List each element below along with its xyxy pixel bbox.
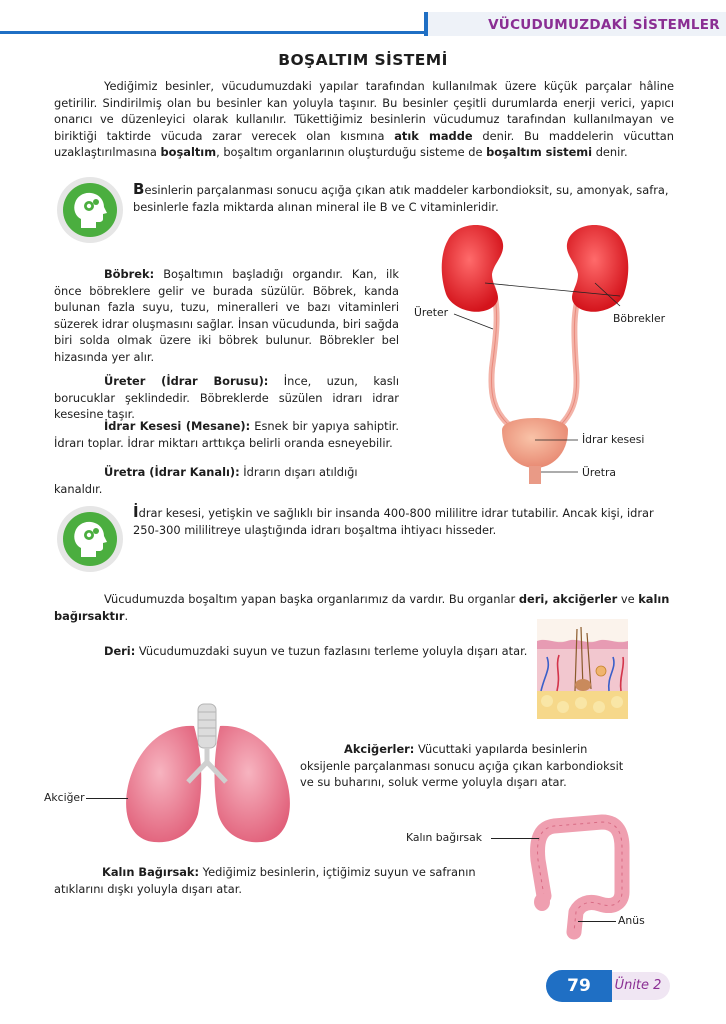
page-number: 79 [567,976,591,996]
label-idrar-kesesi: İdrar kesesi [582,433,645,446]
kalin-bagirsak-title: Kalın Bağırsak: [102,865,200,879]
ureter-title: Üreter (İdrar Borusu): [104,374,269,388]
skin-illustration [537,619,628,719]
info-box-2-text [133,504,673,538]
lungs-illustration [118,702,298,850]
intro-text-4: denir. [592,145,628,160]
label-ureter: Üreter [414,306,449,319]
urinary-system-diagram [410,218,690,488]
label-anus: Anüs [618,914,645,927]
brain-info-icon [56,176,124,244]
idrar-kesesi-title: İdrar Kesesi (Mesane): [104,419,251,433]
kalin-bagirsak-leader-line [491,838,539,839]
uretra-description [54,464,399,497]
label-uretra: Üretra [582,466,617,479]
uretra-text: İdrarın dışarı atıldığı kanaldır. [54,465,358,496]
other-text-1: Vücudumuzda boşaltım yapan başka organlarımız da vardır. Bu organlar [104,592,519,606]
idrar-kesesi-text: Esnek bir yapıya sahiptir. İdrarı toplar. İdrar miktarı arttıkça belirli oranda esneyebilir. [54,419,399,450]
akciger-description [300,741,625,791]
label-kalin-bagirsak: Kalın bağırsak [406,831,483,844]
ureter-text: İnce, uzun, kaslı borucuklar şeklindedir. Böbreklerde süzülen idrarı idrar kesesine taşır. [54,374,400,422]
intro-bold-bosaltim: boşaltım [160,145,217,160]
bobrek-description [54,266,399,366]
intro-bold-bosaltim-sistemi: boşaltım sistemi [486,145,593,160]
page-footer [546,970,670,1002]
other-bold-2: kalın bağırsaktır [54,592,670,623]
bobrek-text: Boşaltımın başladığı organdır. Kan, ilk önce böbreklere gelir ve burada süzülür. Böbrek, kanda bulunan fazla suyu, tuzu, mineralleri ve bazı vitaminleri süzerek idrar oluşmasını sağlar. İnsan vücudunda, biri sağda biri solda olmak üzere iki böbrek bulunur. Böbrekler bel hizasında yer alır. [54,267,399,364]
ureter-description [54,373,399,423]
uretra-title: Üretra (İdrar Kanalı): [104,465,240,479]
bobrek-title: Böbrek: [104,267,155,281]
deri-title: Deri: [104,644,136,658]
intro-text-2: denir. Bu maddelerin vücuttan uzaklaştırılmasına [54,128,674,160]
intro-paragraph [54,78,674,161]
brain-info-icon [56,505,124,573]
label-akciger: Akciğer [44,791,85,804]
info-box-1-text [133,181,673,215]
intro-bold-atik-madde: atık madde [394,128,473,143]
other-text-2: ve [617,592,639,606]
header-rule [0,31,450,34]
deri-text: Vücudumuzdaki suyun ve tuzun fazlasını terleme yoluyla dışarı atar. [135,644,528,658]
kalin-bagirsak-text: Yediğimiz besinlerin, içtiğimiz suyun ve safranın atıklarını dışkı yoluyla dışarı atar. [54,865,476,896]
info-box-1-body: esinlerin parçalanması sonucu açığa çıkan atık maddeler karbondioksit, su, amonyak, safra, besinlerle fazla miktarda alınan mineral ile B ve C vitaminleridir. [133,183,669,214]
akciger-leader-line [86,798,128,799]
label-bobrekler: Böbrekler [613,312,666,325]
info-box-2-body: drar kesesi, yetişkin ve sağlıklı bir insanda 400-800 mililitre idrar tutabilir. Ancak kişi, idrar 250-300 mililitreye ulaştığında idrarı boşaltma ihtiyacı hisseder. [133,506,654,537]
other-bold-1: deri, akciğerler [518,592,618,606]
deri-description [104,643,534,660]
anus-leader-line [578,921,616,922]
akciger-text: Vücuttaki yapılarda besinlerin oksijenle parçalanması sonucu açığa çıkan karbondioksit ve su buharını, soluk verme yoluyla dışarı atar. [300,742,624,790]
intro-text-3: , boşaltım organlarının oluşturduğu sisteme de [216,145,487,160]
page-title: BOŞALTIM SİSTEMİ [278,51,448,69]
unit-label: Ünite 2 [614,978,662,993]
info-box-2-dropcap: İ [133,503,139,521]
akciger-title: Akciğerler: [344,742,415,756]
idrar-kesesi-description [54,418,399,451]
info-box-1-dropcap: B [133,180,145,198]
other-text-3: . [124,608,129,623]
section-title: VÜCUDUMUZDAKİ SİSTEMLER [488,17,720,33]
intro-text-1: Yediğimiz besinler, vücudumuzdaki yapılar tarafından kullanılmak üzere küçük parçalar hâline getirilir. Sindirilmiş olan bu besinler kan yoluyla taşınır. Bu besinler çeşitli durumlarda enerji verici, yapıcı onarıcı ve düzenleyici olarak kullanılır. Tükettiğimiz besinlerin vücudumuz tarafından kullanılmayan ve biriktiği taktirde vücuda zarar verecek olan kısmına [54,79,674,143]
kalin-bagirsak-description [54,864,504,897]
